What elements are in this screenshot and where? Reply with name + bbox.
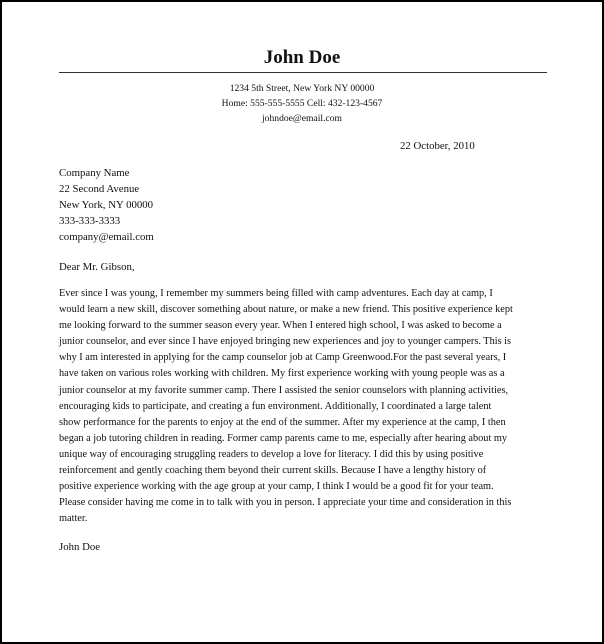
- body-line: positive experience working with the age group at your camp, I think I would be a good fit for your team.: [59, 481, 494, 493]
- body-line: junior counselor, and ever since I have enjoyed bringing new experiences and joy to younger campers. This is: [59, 336, 512, 348]
- body-line: show performance for the parents to enjoy at the end of the summer. After my experience at the camp, I then: [59, 416, 506, 428]
- body-line: matter.: [59, 513, 88, 525]
- sender-address: 1234 5th Street, New York NY 00000: [229, 83, 375, 94]
- recipient-city: New York, NY 00000: [59, 199, 154, 211]
- sender-contact-block: [2, 81, 602, 126]
- recipient-email: company@email.com: [59, 231, 154, 243]
- body-line: reinforcement and gently coaching them beyond their current skills. Because I have a lengthy history of: [59, 465, 487, 477]
- letter-body: [59, 286, 549, 527]
- sender-email: johndoe@email.com: [262, 113, 342, 124]
- recipient-block: [59, 165, 154, 245]
- signature: John Doe: [59, 541, 101, 553]
- header-divider: [59, 72, 547, 73]
- body-line: Please consider having me come in to talk with you in person. I appreciate your time and consideration in this: [59, 497, 512, 509]
- salutation: Dear Mr. Gibson,: [59, 261, 135, 273]
- sender-name: John Doe: [263, 47, 341, 68]
- recipient-phone: 333-333-3333: [59, 215, 121, 227]
- letter-date: 22 October, 2010: [400, 140, 475, 152]
- body-line: Ever since I was young, I remember my summers being filled with camp adventures. Each day at camp, I: [59, 288, 493, 299]
- body-line: have taken on various roles working with children. My first experience working with young people was as a: [59, 368, 505, 380]
- body-line: encouraging kids to participate, and creating a fun environment. Additionally, I coordinated a large talent: [59, 400, 492, 412]
- body-line: unique way of encouraging struggling readers to develop a love for literacy. I did this by using positive: [59, 448, 484, 460]
- body-line: junior counselor at my favorite summer camp. There I assisted the senior counselors with planning activities,: [59, 384, 509, 396]
- recipient-company-name: Company Name: [59, 167, 130, 179]
- body-line: would learn a new skill, discover something about nature, or make a new friend. This positive experience kept: [59, 304, 513, 316]
- body-line: me looking forward to the summer season every year. When I entered high school, I was asked to become a: [59, 320, 502, 332]
- body-line: why I am interested in applying for the camp counselor job at Camp Greenwood.For the past several years, I: [59, 352, 507, 364]
- recipient-street: 22 Second Avenue: [59, 183, 140, 195]
- sender-phones: Home: 555-555-5555 Cell: 432-123-4567: [221, 98, 383, 109]
- body-line: began a job tutoring children in reading. Former camp parents came to me, especially after hearing about my: [59, 432, 508, 444]
